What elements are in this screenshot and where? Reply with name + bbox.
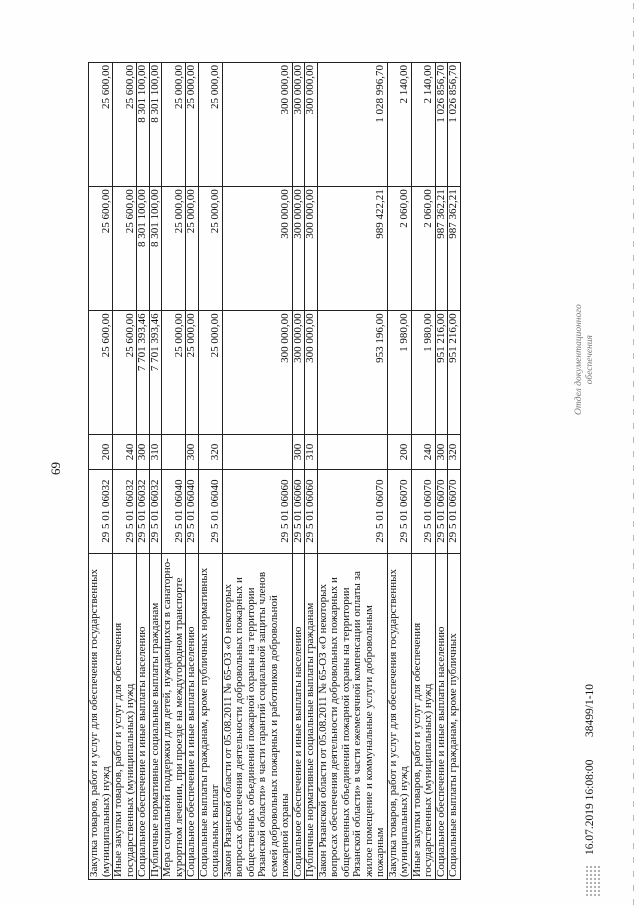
row-expense-type-cell: 200 xyxy=(89,435,113,469)
row-amount-2019-cell: 951 216,00 xyxy=(435,311,448,435)
row-amount-2019-cell: 1 980,00 xyxy=(411,311,435,435)
row-amount-2019-cell: 25 000,00 xyxy=(186,311,199,435)
row-amount-2020-cell: 987 362,21 xyxy=(448,187,461,311)
table-row xyxy=(162,63,186,880)
row-amount-2021-cell: 300 000,00 xyxy=(292,63,305,187)
row-amount-2020-cell: 8 301 100,00 xyxy=(137,187,150,311)
row-expense-type-cell: 300 xyxy=(137,435,150,469)
row-amount-2019-cell: 300 000,00 xyxy=(305,311,318,435)
row-amount-2020-cell: 25 000,00 xyxy=(186,187,199,311)
row-name-cell: Социальные выплаты гражданам, кроме публичных xyxy=(448,553,461,879)
row-name-cell: Закупка товаров, работ и услуг для обеспечения государственных (муниципальных) нужд xyxy=(387,553,411,879)
row-amount-2021-cell: 2 140,00 xyxy=(411,63,435,187)
row-amount-2020-cell: 8 301 100,00 xyxy=(149,187,162,311)
row-name-cell: Социальное обеспечение и иные выплаты населению xyxy=(292,553,305,879)
row-name-cell: Закон Рязанской области от 05.08.2011 № 65-ОЗ «О некоторых вопросах обеспечения деятельности добровольных пожарных и общественных объединений пожарной охраны на территории Рязанской области» в части гарантий социальной защиты членов семей добровольных пожарных и работников добровольной пожарной охраны xyxy=(222,553,292,879)
row-code-cell: 29 5 01 06032 xyxy=(113,469,137,553)
stamp-line-2: обеспечения xyxy=(585,335,595,385)
row-amount-2020-cell: 25 600,00 xyxy=(113,187,137,311)
row-name-cell: Социальное обеспечение и иные выплаты населению xyxy=(137,553,150,879)
row-amount-2020-cell: 2 060,00 xyxy=(411,187,435,311)
footer-timestamp: 16.07.2019 16:08:00 xyxy=(584,759,596,855)
row-expense-type-cell: 240 xyxy=(411,435,435,469)
footer-document-number: 38499/1-10 xyxy=(584,683,596,737)
row-amount-2021-cell: 1 028 996,70 xyxy=(317,63,387,187)
scan-edge-line xyxy=(633,0,634,905)
row-name-cell: Публичные нормативные социальные выплаты гражданам xyxy=(149,553,162,879)
row-name-cell: Социальное обеспечение и иные выплаты населению xyxy=(186,553,199,879)
row-amount-2020-cell: 25 600,00 xyxy=(89,187,113,311)
table-row xyxy=(435,63,448,880)
row-amount-2019-cell: 300 000,00 xyxy=(292,311,305,435)
page-number: 69 xyxy=(48,462,63,475)
row-amount-2021-cell: 1 026 856,70 xyxy=(448,63,461,187)
scan-artifact xyxy=(585,865,601,897)
row-code-cell: 29 5 01 06040 xyxy=(198,469,222,553)
row-amount-2021-cell: 25 000,00 xyxy=(198,63,222,187)
row-code-cell: 29 5 01 06060 xyxy=(222,469,292,553)
table-row xyxy=(137,63,150,880)
row-amount-2021-cell: 25 000,00 xyxy=(162,63,186,187)
row-name-cell: Иные закупки товаров, работ и услуг для обеспечения государственных (муниципальных) нужд xyxy=(113,553,137,879)
row-name-cell: Закупка товаров, работ и услуг для обеспечения государственных (муниципальных) нужд xyxy=(89,553,113,879)
row-expense-type-cell xyxy=(222,435,292,469)
row-code-cell: 29 5 01 06060 xyxy=(292,469,305,553)
budget-table-body xyxy=(89,63,461,880)
row-amount-2019-cell: 25 000,00 xyxy=(198,311,222,435)
row-code-cell: 29 5 01 06070 xyxy=(411,469,435,553)
row-amount-2021-cell: 25 600,00 xyxy=(89,63,113,187)
table-row xyxy=(317,63,387,880)
row-amount-2020-cell: 987 362,21 xyxy=(435,187,448,311)
row-name-cell: Социальные выплаты гражданам, кроме публичных нормативных социальных выплат xyxy=(198,553,222,879)
row-amount-2019-cell: 25 000,00 xyxy=(162,311,186,435)
row-amount-2019-cell: 300 000,00 xyxy=(222,311,292,435)
row-name-cell: Социальное обеспечение и иные выплаты населению xyxy=(435,553,448,879)
table-row xyxy=(411,63,435,880)
row-expense-type-cell: 320 xyxy=(198,435,222,469)
row-amount-2021-cell: 2 140,00 xyxy=(387,63,411,187)
row-code-cell: 29 5 01 06032 xyxy=(149,469,162,553)
row-amount-2020-cell: 989 422,21 xyxy=(317,187,387,311)
row-amount-2019-cell: 25 600,00 xyxy=(113,311,137,435)
table-row xyxy=(149,63,162,880)
row-amount-2021-cell: 1 026 856,70 xyxy=(435,63,448,187)
department-stamp xyxy=(574,304,596,415)
row-code-cell: 29 5 01 06070 xyxy=(317,469,387,553)
row-code-cell: 29 5 01 06060 xyxy=(305,469,318,553)
row-name-cell: Мера социальной поддержки для детей, нуждающихся в санаторно-курортном лечении, при проезде на междугородном транспорте xyxy=(162,553,186,879)
row-name-cell: Иные закупки товаров, работ и услуг для обеспечения государственных (муниципальных) нужд xyxy=(411,553,435,879)
row-name-cell: Закон Рязанской области от 05.08.2011 № 65-ОЗ «О некоторых вопросах обеспечения деятельности добровольных пожарных и общественных объединений пожарной охраны на территории Рязанской области» в части ежемесячной компенсации оплаты за жилое помещение и коммунальные услуги добровольным пожарным xyxy=(317,553,387,879)
budget-table xyxy=(88,62,461,880)
row-amount-2019-cell: 25 600,00 xyxy=(89,311,113,435)
row-amount-2021-cell: 25 600,00 xyxy=(113,63,137,187)
row-code-cell: 29 5 01 06040 xyxy=(162,469,186,553)
table-row xyxy=(113,63,137,880)
row-expense-type-cell: 300 xyxy=(435,435,448,469)
row-amount-2019-cell: 1 980,00 xyxy=(387,311,411,435)
row-code-cell: 29 5 01 06070 xyxy=(387,469,411,553)
row-amount-2021-cell: 300 000,00 xyxy=(305,63,318,187)
row-amount-2020-cell: 25 000,00 xyxy=(162,187,186,311)
row-amount-2019-cell: 953 196,00 xyxy=(317,311,387,435)
row-code-cell: 29 5 01 06040 xyxy=(186,469,199,553)
row-name-cell: Публичные нормативные социальные выплаты гражданам xyxy=(305,553,318,879)
table-row xyxy=(186,63,199,880)
row-amount-2019-cell: 7 701 393,46 xyxy=(149,311,162,435)
row-amount-2021-cell: 8 301 100,00 xyxy=(149,63,162,187)
row-expense-type-cell: 310 xyxy=(305,435,318,469)
row-amount-2020-cell: 25 000,00 xyxy=(198,187,222,311)
row-expense-type-cell xyxy=(317,435,387,469)
table-row xyxy=(387,63,411,880)
row-expense-type-cell xyxy=(162,435,186,469)
row-amount-2021-cell: 8 301 100,00 xyxy=(137,63,150,187)
stamp-line-1: Отдел документационного xyxy=(574,304,584,415)
table-row xyxy=(448,63,461,880)
row-code-cell: 29 5 01 06070 xyxy=(435,469,448,553)
table-row xyxy=(305,63,318,880)
row-code-cell: 29 5 01 06032 xyxy=(137,469,150,553)
row-expense-type-cell: 320 xyxy=(448,435,461,469)
row-amount-2019-cell: 7 701 393,46 xyxy=(137,311,150,435)
row-amount-2020-cell: 2 060,00 xyxy=(387,187,411,311)
row-code-cell: 29 5 01 06032 xyxy=(89,469,113,553)
row-expense-type-cell: 300 xyxy=(186,435,199,469)
row-amount-2020-cell: 300 000,00 xyxy=(222,187,292,311)
table-row xyxy=(222,63,292,880)
row-amount-2020-cell: 300 000,00 xyxy=(305,187,318,311)
row-amount-2020-cell: 300 000,00 xyxy=(292,187,305,311)
row-amount-2021-cell: 300 000,00 xyxy=(222,63,292,187)
row-expense-type-cell: 200 xyxy=(387,435,411,469)
row-expense-type-cell: 310 xyxy=(149,435,162,469)
row-expense-type-cell: 300 xyxy=(292,435,305,469)
table-row xyxy=(198,63,222,880)
table-row xyxy=(292,63,305,880)
row-amount-2019-cell: 951 216,00 xyxy=(448,311,461,435)
row-amount-2021-cell: 25 000,00 xyxy=(186,63,199,187)
row-code-cell: 29 5 01 06070 xyxy=(448,469,461,553)
row-expense-type-cell: 240 xyxy=(113,435,137,469)
table-row xyxy=(89,63,113,880)
